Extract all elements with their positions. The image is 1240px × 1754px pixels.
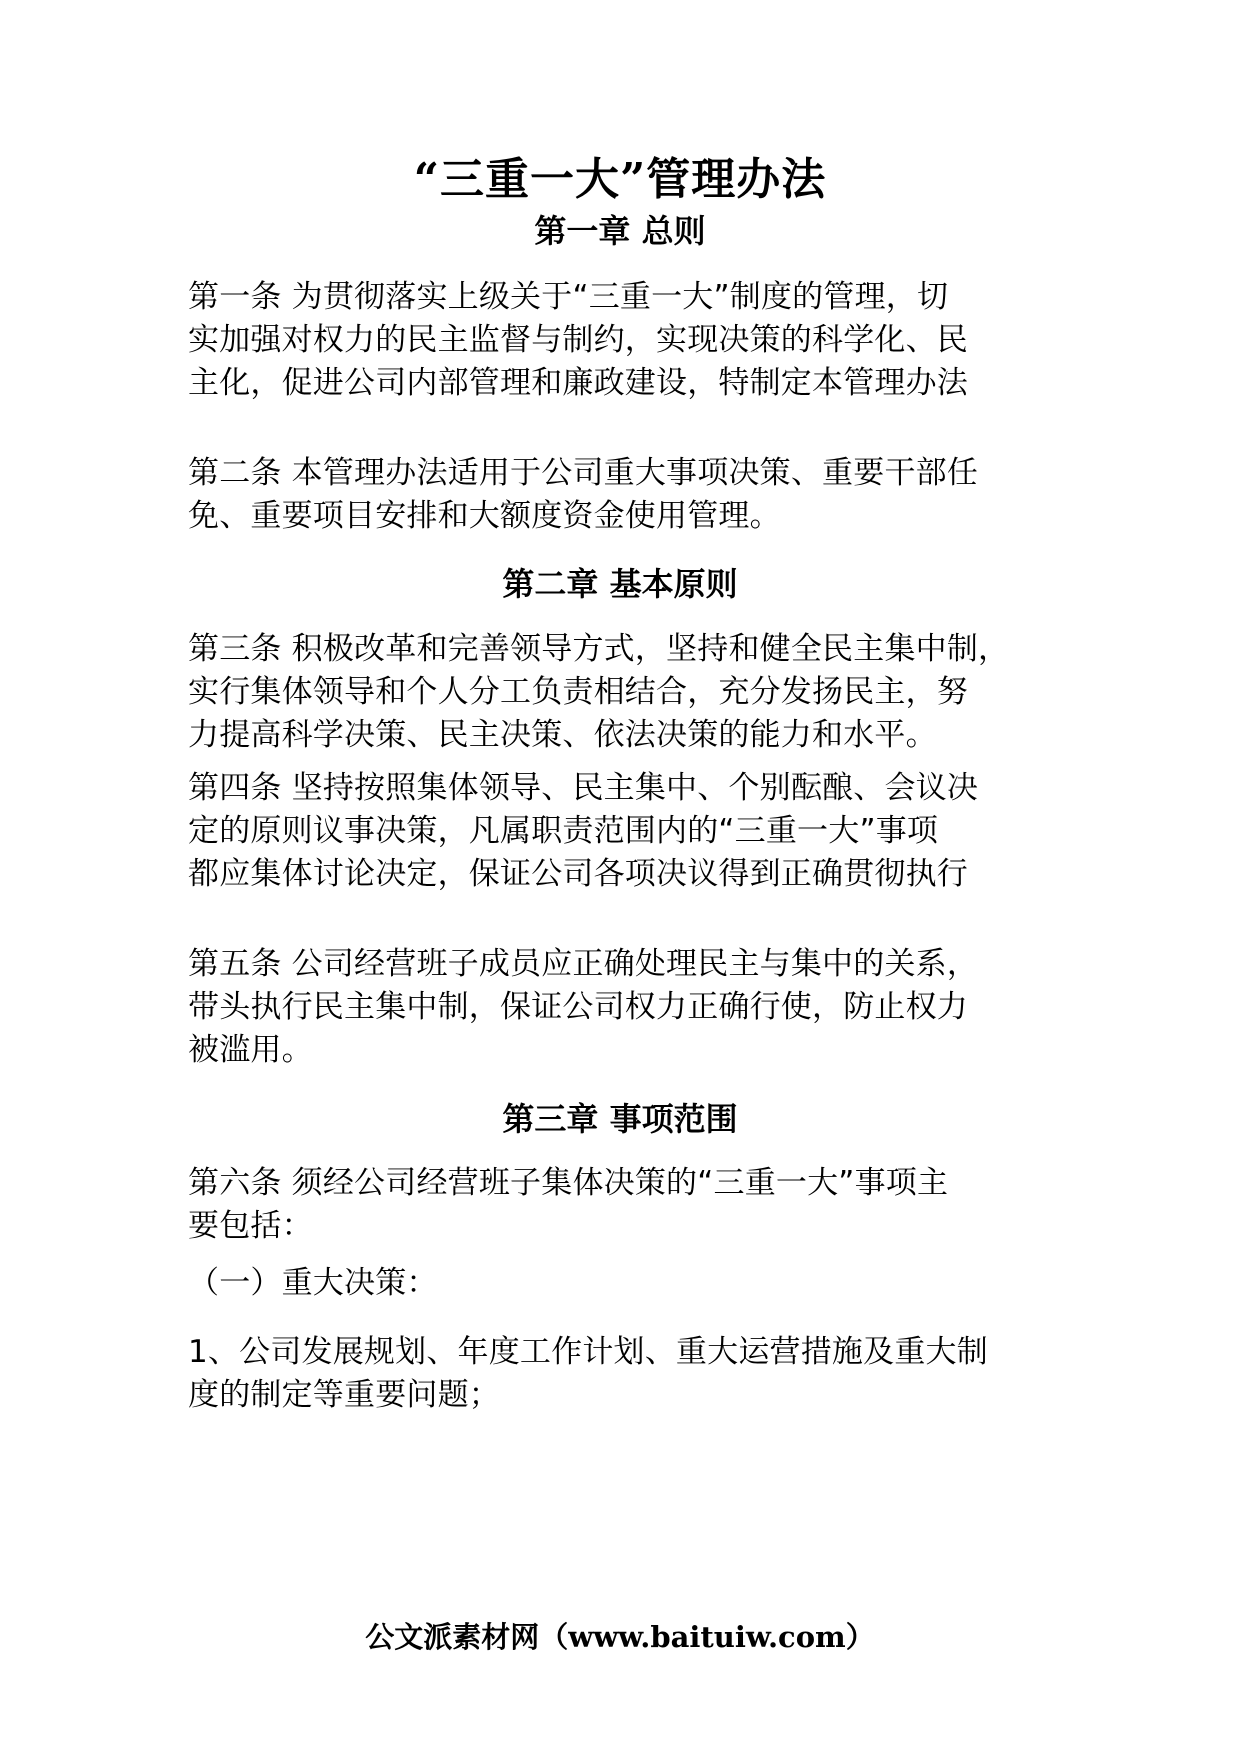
document-title: “三重一大”管理办法	[413, 154, 827, 205]
article-6: 第六条 须经公司经营班子集体决策的“三重一大”事项主 要包括：	[188, 1165, 949, 1244]
article-2: 第二条 本管理办法适用于公司重大事项决策、重要干部任 免、重要项目安排和大额度资金使用管理。	[188, 455, 979, 534]
article-3: 第三条 积极改革和完善领导方式，坚持和健全民主集中制， 实行集体领导和个人分工负责相结合，充分发扬民主，努 力提高科学决策、民主决策、依法决策的能力和水平。	[188, 631, 1010, 753]
chapter-heading-3: 第三章 事项范围	[502, 1100, 738, 1138]
article-5: 第五条 公司经营班子成员应正确处理民主与集中的关系， 带头执行民主集中制，保证公司权力正确行使，防止权力 被滥用。	[188, 946, 979, 1068]
article-1: 第一条 为贯彻落实上级关于“三重一大”制度的管理，切 实加强对权力的民主监督与制约，实现决策的科学化、民 主化，促进公司内部管理和廉政建设，特制定本管理办法	[188, 279, 968, 401]
footer-watermark: 公文派素材网（www.baituiw.com）	[365, 1620, 875, 1654]
article-4: 第四条 坚持按照集体领导、民主集中、个别酝酿、会议决 定的原则议事决策，凡属职责范围内的“三重一大”事项 都应集体讨论决定，保证公司各项决议得到正确贯彻执行	[188, 770, 979, 892]
chapter-heading-2: 第二章 基本原则	[502, 565, 738, 603]
chapter-heading-1: 第一章 总则	[534, 212, 706, 250]
item-1: 1、公司发展规划、年度工作计划、重大运营措施及重大制 度的制定等重要问题；	[188, 1334, 988, 1413]
subsection-1: （一）重大决策：	[188, 1265, 438, 1301]
